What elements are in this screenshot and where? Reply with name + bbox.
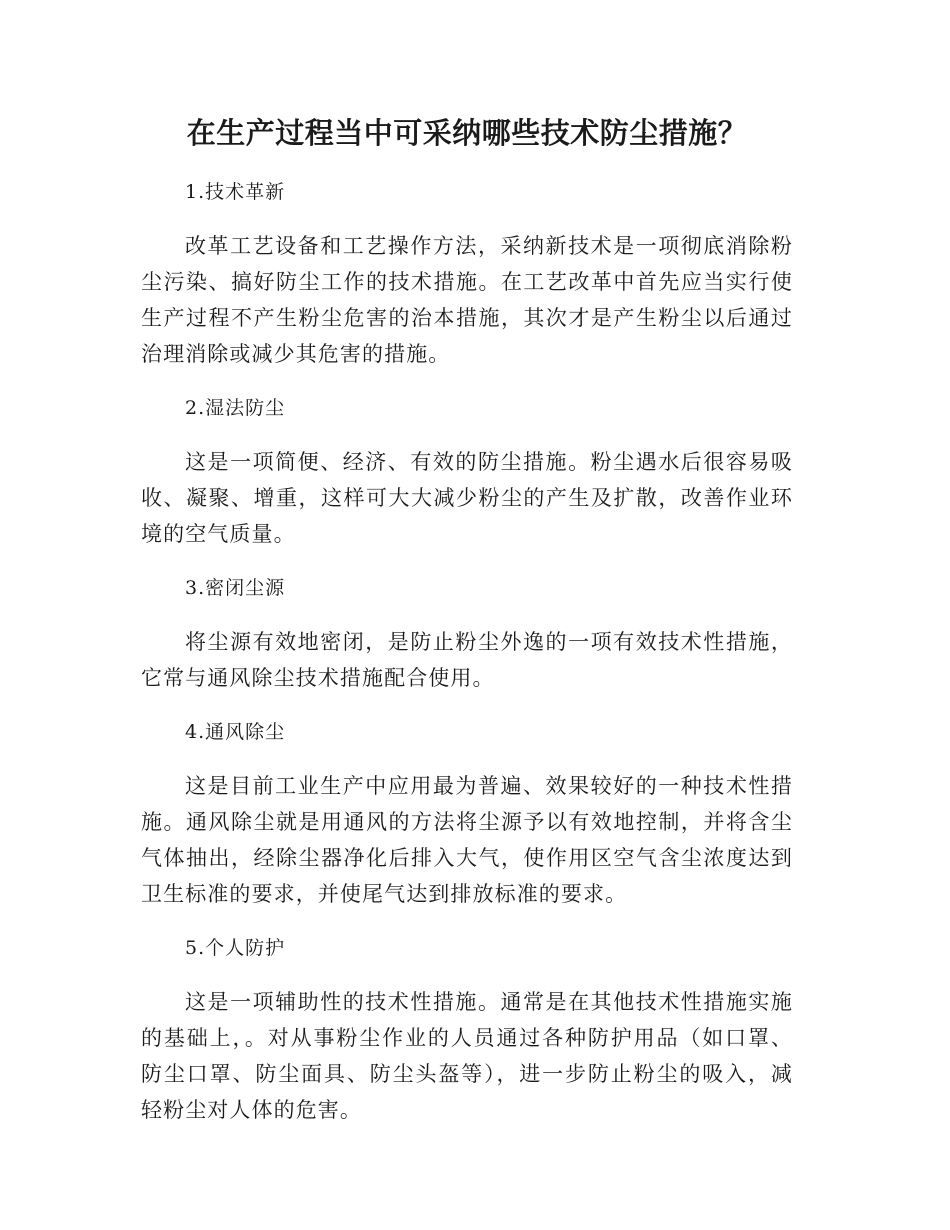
- section-paragraph: 改革工艺设备和工艺操作方法，采纳新技术是一项彻底消除粉尘污染、搞好防尘工作的技术措施。在工艺改革中首先应当实行使生产过程不产生粉尘危害的治本措施，其次才是产生粉尘以后通过治理消除或减少其危害的措施。: [141, 234, 793, 366]
- section-heading: 2.湿法防尘: [185, 397, 286, 419]
- section-paragraph: 这是一项辅助性的技术性措施。通常是在其他技术性措施实施的基础上，。对从事粉尘作业的人员通过各种防护用品（如口罩、防尘口罩、防尘面具、防尘头盔等），进一步防止粉尘的吸入，减轻粉尘对人体的危害。: [141, 990, 793, 1122]
- spacer: [141, 372, 793, 390]
- section-heading: 3.密闭尘源: [185, 577, 286, 599]
- section-ventilation-dust-removal: [141, 714, 793, 912]
- section-paragraph: 这是目前工业生产中应用最为普遍、效果较好的一种技术性措施。通风除尘就是用通风的方法将尘源予以有效地控制，并将含尘气体抽出，经除尘器净化后排入大气，使作用区空气含尘浓度达到卫生标准的要求，并使尾气达到排放标准的要求。: [141, 774, 793, 906]
- section-paragraph: 这是一项简便、经济、有效的防尘措施。粉尘遇水后很容易吸收、凝聚、增重，这样可大大减少粉尘的产生及扩散，改善作业环境的空气质量。: [141, 450, 793, 546]
- spacer: [141, 696, 793, 714]
- spacer: [141, 426, 793, 444]
- document-title: 在生产过程当中可采纳哪些技术防尘措施？: [186, 116, 748, 150]
- spacer: [141, 552, 793, 570]
- spacer: [141, 750, 793, 768]
- spacer: [141, 966, 793, 984]
- spacer: [141, 210, 793, 228]
- spacer: [141, 606, 793, 624]
- spacer: [141, 912, 793, 930]
- section-heading: 4.通风除尘: [185, 721, 286, 743]
- section-heading: 1.技术革新: [185, 181, 286, 203]
- document-page: [141, 108, 793, 1128]
- section-heading: 5.个人防护: [185, 937, 286, 959]
- section-paragraph: 将尘源有效地密闭，是防止粉尘外逸的一项有效技术性措施，它常与通风除尘技术措施配合使用。: [141, 630, 793, 690]
- section-sealed-dust-source: [141, 570, 793, 696]
- section-personal-protection: [141, 930, 793, 1128]
- section-wet-dust-control: [141, 390, 793, 552]
- section-technical-innovation: [141, 174, 793, 372]
- spacer: [141, 158, 793, 174]
